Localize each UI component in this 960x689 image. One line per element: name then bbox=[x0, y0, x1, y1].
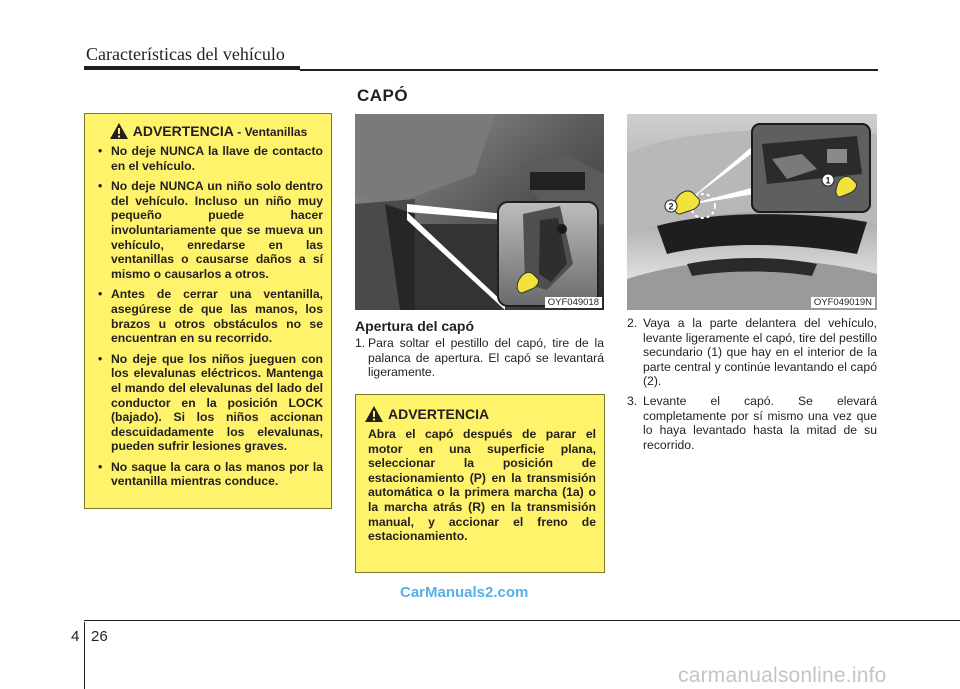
vehicle-front-photo bbox=[627, 114, 877, 310]
chapter-number: 4 bbox=[71, 628, 80, 645]
step-text: Levante el capó. Se elevará completamente por sí mismo una vez que lo haya levantado hasta la mitad de su recorrido. bbox=[643, 394, 877, 452]
warning-box-windows bbox=[84, 113, 332, 509]
step-number: 3. bbox=[627, 394, 638, 408]
footer-divider bbox=[84, 622, 85, 689]
header-rule bbox=[84, 66, 300, 70]
warning-title-text: ADVERTENCIA bbox=[132, 123, 234, 139]
watermark-carmanuals2: CarManuals2.com bbox=[400, 584, 529, 601]
warning-subtitle: Ventanillas bbox=[244, 125, 308, 139]
figure-code: OYF049019N bbox=[811, 297, 875, 308]
step-2 bbox=[627, 316, 877, 389]
figure-code: OYF049018 bbox=[545, 297, 602, 308]
step-3 bbox=[627, 394, 877, 452]
warning-triangle-icon bbox=[364, 405, 384, 423]
vehicle-front-illustration bbox=[627, 114, 877, 310]
opening-heading: Apertura del capó bbox=[355, 318, 475, 334]
warning-list-item: • No deje que los niños jueguen con los elevalunas eléctricos. Mantenga el mando del elevalunas del lado del conductor en la posición LOCK (bajado). Si los niños accionan descuidadamente los elevalunas, pueden sufrir lesiones graves. bbox=[93, 352, 323, 454]
warning-triangle-icon bbox=[109, 122, 129, 140]
watermark-carmanualsonline: carmanualsonline.info bbox=[678, 664, 887, 687]
warning-title-separator: - bbox=[237, 125, 245, 139]
step-text: Para soltar el pestillo del capó, tire de la palanca de apertura. El capó se levantará ligeramente. bbox=[368, 336, 604, 380]
header-title: Características del vehículo bbox=[86, 44, 285, 64]
hood-release-lever-photo bbox=[355, 114, 604, 310]
warning-title: ADVERTENCIA bbox=[388, 406, 490, 422]
step-number: 2. bbox=[627, 316, 638, 330]
warning-text: Abra el capó después de parar el motor en una superficie plana, seleccionar la posición de estacionamiento (P) en la transmisión automática o la primera marcha (1a) o la marcha atrás (R) en la transmisión manual, y accionar el freno de estacionamiento. bbox=[368, 427, 596, 544]
warning-list-item: • No deje NUNCA la llave de contacto en el vehículo. bbox=[93, 144, 323, 173]
warning-list-item: • Antes de cerrar una ventanilla, asegúrese de que las manos, los brazos u otros obstáculos no se encuentran en su recorrido. bbox=[93, 287, 323, 345]
hood-release-lever-illustration bbox=[355, 114, 604, 310]
step-1 bbox=[355, 336, 604, 380]
warning-box-hood bbox=[355, 394, 605, 573]
warning-list-item: • No saque la cara o las manos por la ventanilla mientras conduce. bbox=[93, 460, 323, 489]
section-title: CAPÓ bbox=[357, 86, 409, 105]
warning-title bbox=[133, 123, 308, 139]
warning-list bbox=[93, 144, 323, 489]
page-number: 26 bbox=[91, 628, 108, 645]
warning-list-item: • No deje NUNCA un niño solo dentro del vehículo. Incluso un niño muy pequeño puede hacer involuntariamente que se mueva un vehículo, enredarse en las ventanillas o causarse daños a sí mismo o causarlos a otros. bbox=[93, 179, 323, 281]
step-number: 1. bbox=[355, 336, 366, 350]
warning-header bbox=[93, 122, 323, 140]
warning-header bbox=[364, 405, 596, 423]
footer-rule bbox=[84, 620, 960, 621]
callout-2-label: 2 bbox=[668, 201, 674, 212]
callout-1-label: 1 bbox=[825, 175, 831, 186]
header-rule-thin bbox=[300, 69, 878, 71]
step-text: Vaya a la parte delantera del vehículo, levante ligeramente el capó, tire del pestillo secundario (1) que hay en el interior de la parte central y continúe levantando el capó (2). bbox=[643, 316, 877, 389]
